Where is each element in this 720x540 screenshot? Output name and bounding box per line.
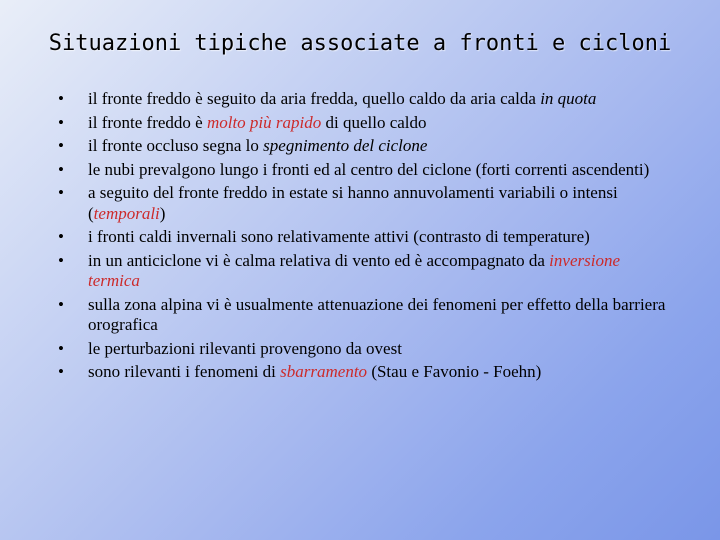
list-item bbox=[58, 295, 668, 336]
item-highlight: temporali bbox=[93, 203, 160, 223]
item-text: di quello caldo bbox=[321, 112, 427, 132]
list-item bbox=[58, 113, 668, 134]
item-text: (Stau e Favonio - Foehn) bbox=[367, 362, 542, 381]
bullet-icon: • bbox=[58, 294, 64, 314]
item-text: il fronte occluso segna lo bbox=[88, 136, 264, 155]
item-text: le perturbazioni rilevanti provengono da ovest bbox=[88, 338, 402, 358]
bullet-icon: • bbox=[58, 183, 64, 202]
list-item bbox=[58, 136, 668, 157]
item-text: a seguito del fronte freddo in estate si hanno annuvolamenti variabili o intensi ( bbox=[88, 183, 618, 223]
bullet-icon: • bbox=[58, 112, 64, 132]
bullet-icon: • bbox=[58, 89, 64, 108]
item-text: sulla zona alpina vi è usualmente attenuazione dei fenomeni per effetto della barriera orografica bbox=[88, 294, 666, 334]
list-item bbox=[58, 89, 668, 110]
list-item bbox=[58, 183, 668, 224]
item-emphasis: spegnimento del ciclone bbox=[263, 136, 428, 155]
list-item bbox=[58, 227, 668, 248]
bullet-icon: • bbox=[58, 136, 64, 155]
list-item bbox=[58, 339, 668, 360]
item-text: le nubi prevalgono lungo i fronti ed al centro del ciclone (forti correnti ascendenti) bbox=[88, 159, 650, 179]
item-highlight: sbarramento bbox=[280, 362, 368, 381]
list-item bbox=[58, 160, 668, 181]
bullet-icon: • bbox=[58, 338, 64, 358]
item-highlight: molto più rapido bbox=[206, 112, 322, 132]
bullet-icon: • bbox=[58, 250, 64, 270]
item-text: ) bbox=[159, 203, 166, 223]
bullet-icon: • bbox=[58, 362, 64, 381]
item-text: i fronti caldi invernali sono relativamente attivi (contrasto di temperature) bbox=[88, 227, 590, 246]
item-text: in un anticiclone vi è calma relativa di vento ed è accompagnato da bbox=[88, 250, 550, 270]
bullet-icon: • bbox=[58, 159, 64, 179]
item-text: il fronte freddo è bbox=[88, 112, 207, 132]
item-highlight: inversione termica bbox=[88, 250, 620, 290]
item-emphasis: in quota bbox=[540, 89, 597, 108]
list-item bbox=[58, 362, 668, 383]
item-text: il fronte freddo è seguito da aria fredda, quello caldo da aria calda bbox=[88, 89, 541, 108]
item-text: sono rilevanti i fenomeni di bbox=[88, 362, 281, 381]
bullet-icon: • bbox=[58, 227, 64, 246]
slide-title: Situazioni tipiche associate a fronti e cicloni bbox=[48, 31, 672, 56]
bullet-list bbox=[58, 89, 668, 386]
list-item bbox=[58, 251, 668, 292]
